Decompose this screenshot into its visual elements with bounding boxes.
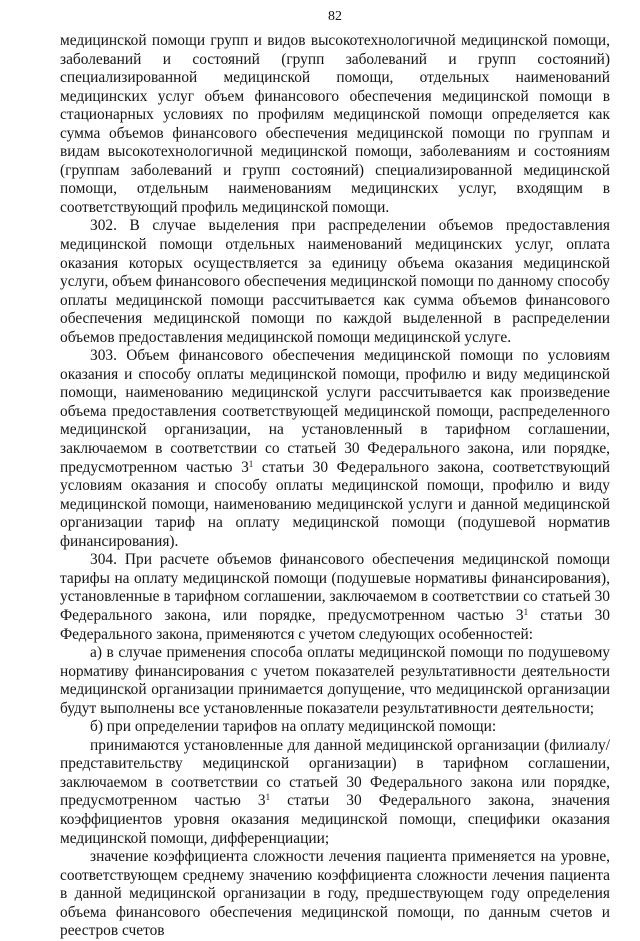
- paragraph-303: [60, 347, 610, 551]
- paragraph-304-b-coefficients: [60, 737, 610, 848]
- page-number: 82: [328, 9, 342, 24]
- superscript: 1: [523, 606, 529, 617]
- superscript: 1: [248, 458, 254, 469]
- paragraph-304-text-after: статьи 30 Федерального закона, применяются с учетом следующих особенностей:: [60, 606, 610, 643]
- paragraph-304-b-coefficients-text-before: принимаются установленные для данной медицинской организации (филиалу/представительству медицинской организации) в тарифном соглашении, заключаемом в соответствии со статьей 30 Федерального закона или порядке, предусмотренном частью 3: [60, 736, 610, 810]
- paragraph-304-b-complexity: значение коэффициента сложности лечения пациента применяется на уровне, соответствующем среднему значению коэффициента сложности лечения пациента в данной медицинской организации в году, предшествующем году определения объема финансового обеспечения медицинской помощи, по данным счетов и реестров счетов: [60, 848, 610, 940]
- paragraph-304-text-before: 304. При расчете объемов финансового обеспечения медицинской помощи тарифы на оплату медицинской помощи (подушевые нормативы финансирования), установленные в тарифном соглашении, заключаемом в соответствии со статьей 30 Федерального закона, или порядке, предусмотренном частью 3: [60, 551, 610, 624]
- paragraph-304-b: б) при определении тарифов на оплату медицинской помощи:: [90, 718, 497, 736]
- superscript: 1: [265, 792, 271, 803]
- paragraph-304: [60, 551, 610, 644]
- paragraph-303-text-after: статьи 30 Федерального закона, соответствующий условиям оказания и способу оплаты медицинской помощи, профилю и виду медицинской помощи, наименованию медицинской услуги и данной медицинской организации тариф на оплату медицинской помощи (подушевой норматив финансирования).: [60, 458, 610, 550]
- paragraph-302: 302. В случае выделения при распределении объемов предоставления медицинской помощи отдельных наименований медицинских услуг, оплата оказания которых осуществляется за единицу объема оказания медицинской услуги, объем финансового обеспечения медицинской помощи по данному способу оплаты медицинской помощи рассчитывается как сумма объемов финансового обеспечения медицинской помощи по каждой выделенной в распределении объемов предоставления медицинской помощи медицинской услуге.: [60, 217, 610, 346]
- paragraph-304-a: а) в случае применения способа оплаты медицинской помощи по подушевому нормативу финансирования с учетом показателей результативности деятельности медицинской организации принимается допущение, что медицинской организации будут выполнены все установленные показатели результативности деятельности;: [60, 644, 610, 717]
- paragraph-303-text-before: 303. Объем финансового обеспечения медицинской помощи по условиям оказания и способу оплаты медицинской помощи, профилю и виду медицинской помощи, наименованию медицинской услуги рассчитывается как произведение объема предоставления соответствующей медицинской помощи, распределенного медицинской организации, на установленный в тарифном соглашении, заключаемом в соответствии со статьей 30 Федерального закона, или порядке, предусмотренном частью 3: [60, 347, 610, 476]
- paragraph-304-b-coefficients-text-after: статьи 30 Федерального закона, значения коэффициентов уровня оказания медицинской помощи, специфики оказания медицинской помощи, дифференциации;: [60, 792, 610, 847]
- paragraph-continuation: медицинской помощи групп и видов высокотехнологичной медицинской помощи, заболеваний и состояний (групп заболеваний и групп состояний) специализированной медицинской помощи, отдельных наименований медицинских услуг объем финансового обеспечения медицинской помощи в стационарных условиях по профилям медицинской помощи определяется как сумма объемов финансового обеспечения медицинской помощи по группам и видам высокотехнологичной медицинской помощи, заболеваниям и состояниям (группам заболеваний и групп состояний) специализированной медицинской помощи, отдельным наименованиям медицинских услуг, входящим в соответствующий профиль медицинской помощи.: [60, 32, 610, 216]
